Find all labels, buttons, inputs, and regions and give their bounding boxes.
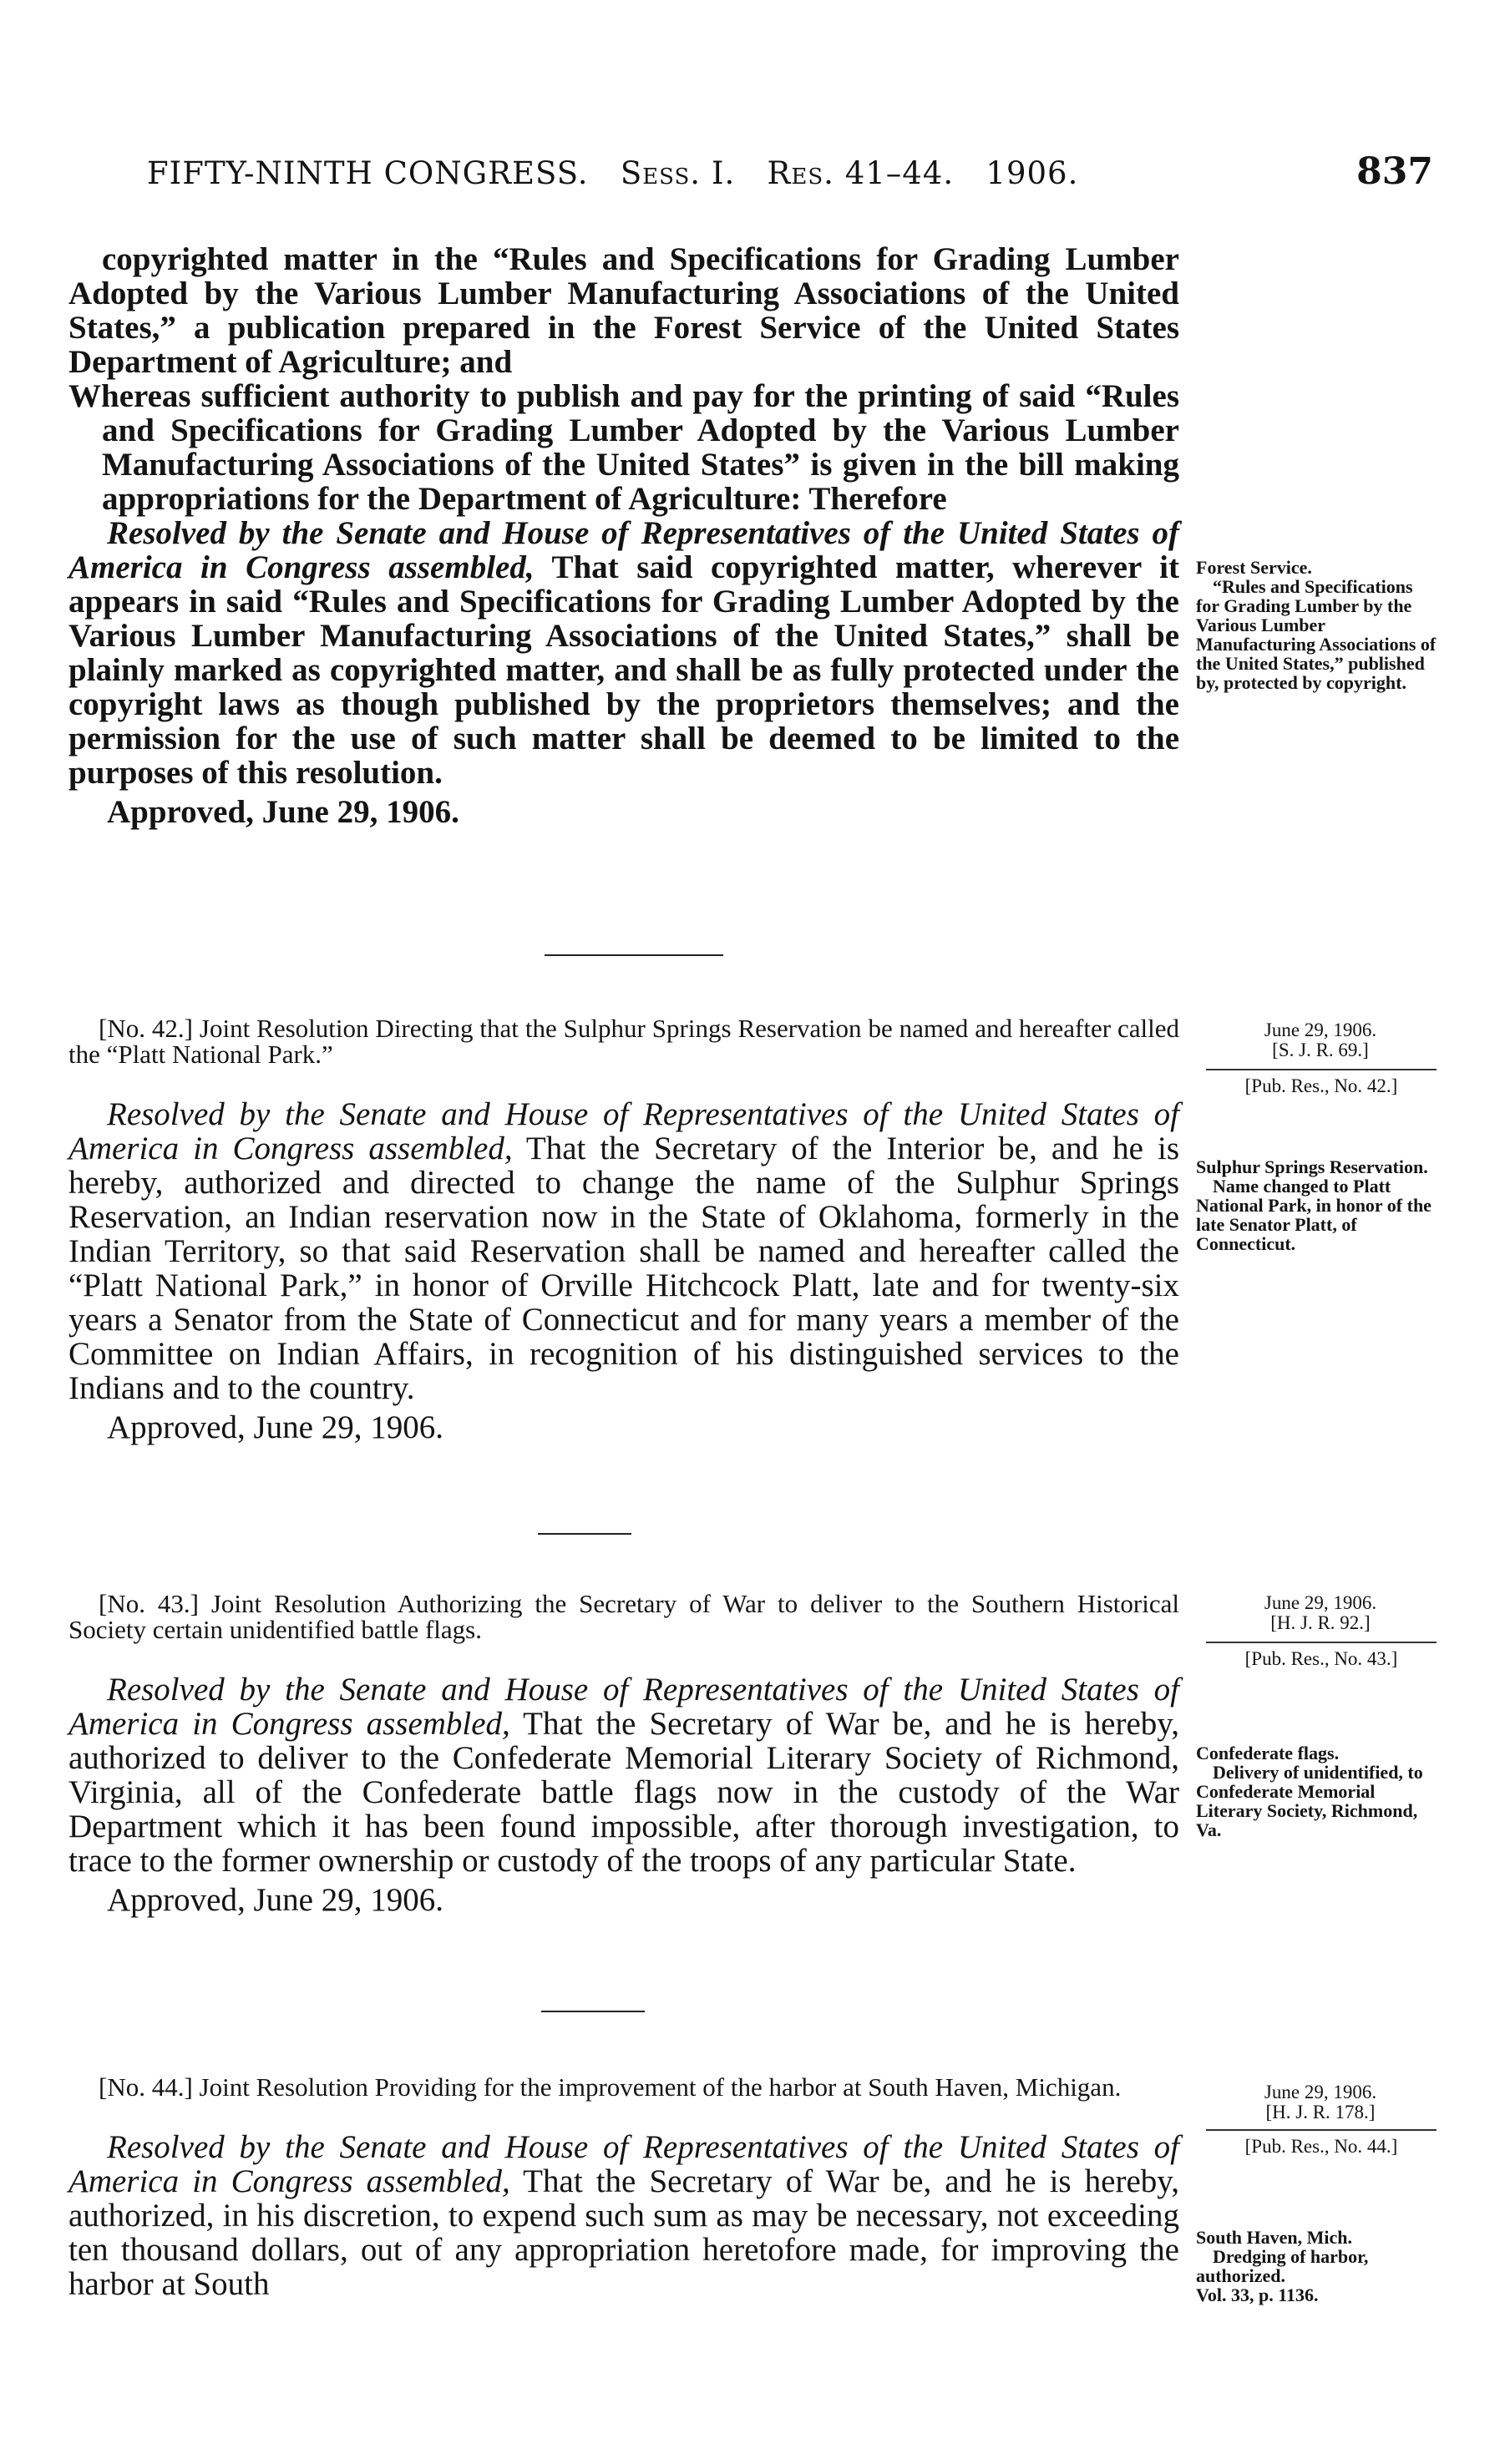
res41-resolved-body: That said copyrighted matter, wherever it appears in said “Rules and Specifications for Grading Lumber Adopted by the Various Lumber Manufacturing Associations of the United States,” shall be plainly marked as copyrighted matter, and shall be as fully protected under the copyright laws as though published by the proprietors themselves; and the permission for the use of such matter shall be deemed to be limited to the purposes of this resolution. bbox=[68, 549, 1179, 791]
res43-date-box bbox=[1208, 1593, 1433, 1633]
section-divider bbox=[545, 954, 723, 956]
res43-title: Joint Resolution Authorizing the Secretary of War to deliver to the Southern Historical Society certain unidentified battle flags. bbox=[68, 1589, 1179, 1644]
res42-text bbox=[68, 1015, 1179, 1445]
page-number: 837 bbox=[1356, 150, 1433, 193]
res42-resolved bbox=[68, 1097, 1179, 1405]
res43-approved: Approved, June 29, 1906. bbox=[107, 1882, 443, 1918]
res42-date-box bbox=[1208, 1020, 1433, 1060]
res44-title-line bbox=[68, 2074, 1179, 2100]
res43-margin-title: Confederate flags. bbox=[1196, 1743, 1340, 1763]
res43-resolved bbox=[68, 1672, 1179, 1878]
res42-date: June 29, 1906. bbox=[1264, 1019, 1377, 1040]
header-congress: FIFTY-NINTH CONGRESS. bbox=[147, 155, 589, 191]
section-divider bbox=[538, 1533, 631, 1535]
res43-margin-note bbox=[1196, 1743, 1438, 1839]
res41-continuation: copyrighted matter in the “Rules and Specifications for Grading Lumber Adopted by the Various Lumber Manufacturing Associations of the United States,” a publication prepared in the Forest Service of the United States Department of Agriculture; and bbox=[68, 241, 1179, 380]
res44-margin-text: Dredging of harbor, authorized. bbox=[1196, 2246, 1369, 2286]
res44-number: [No. 44.] bbox=[99, 2072, 193, 2102]
res42-resolved-clause: Resolved by the Senate and House of Representatives of the United States of America in Congress assembled, bbox=[68, 1096, 1179, 1166]
res42-bill: [S. J. R. 69.] bbox=[1272, 1040, 1369, 1060]
res44-resolved-body: That the Secretary of War be, and he is hereby, authorized, in his discretion, to expend such sum as may be necessary, not exceeding ten thousand dollars, out of any appropriation heretofore made, for improving the harbor at South bbox=[68, 2163, 1179, 2302]
res42-pub-res: [Pub. Res., No. 42.] bbox=[1206, 1069, 1437, 1097]
section-divider bbox=[541, 2011, 645, 2012]
res43-margin-text: Delivery of unidentified, to Confederate Memorial Literary Society, Richmond, Va. bbox=[1196, 1762, 1423, 1840]
res41-margin-note bbox=[1196, 558, 1438, 692]
res41-margin-title: Forest Service. bbox=[1196, 557, 1312, 578]
res43-text bbox=[68, 1591, 1179, 1917]
res42-approved: Approved, June 29, 1906. bbox=[107, 1409, 443, 1445]
res41-resolved bbox=[68, 516, 1179, 790]
res43-resolved-body: That the Secretary of War be, and he is hereby, authorized to deliver to the Confederate Memorial Literary Society of Richmond, Virginia, all of the Confederate battle flags now in the custody of the War Department which it has been found impossible, after thorough investigation, to trace to the former ownership or custody of the troops of any particular State. bbox=[68, 1706, 1179, 1879]
res41-margin-text: “Rules and Specifications for Grading Lumber by the Various Lumber Manufacturing Associations of the United States,” published by, protected by copyright. bbox=[1196, 576, 1437, 693]
res42-title: Joint Resolution Directing that the Sulphur Springs Reservation be named and hereafter called the “Platt National Park.” bbox=[68, 1014, 1179, 1069]
res42-number: [No. 42.] bbox=[99, 1014, 193, 1043]
running-header bbox=[147, 150, 1433, 214]
res44-resolved-clause: Resolved by the Senate and House of Representatives of the United States of America in Congress assembled, bbox=[68, 2129, 1179, 2199]
res44-title: Joint Resolution Providing for the improvement of the harbor at South Haven, Michigan. bbox=[192, 2072, 1122, 2102]
res43-number: [No. 43.] bbox=[99, 1589, 199, 1618]
res42-margin-note bbox=[1196, 1157, 1438, 1253]
header-session: Sess. I. bbox=[620, 155, 736, 191]
res42-margin-title: Sulphur Springs Reservation. bbox=[1196, 1156, 1428, 1177]
res42-margin-text: Name changed to Platt National Park, in honor of the late Senator Platt, of Connecticut. bbox=[1196, 1176, 1432, 1254]
res41-whereas: Whereas sufficient authority to publish and pay for the printing of said “Rules and Specifications for Grading Lumber Adopted by the Various Lumber Manufacturing Associations of the United States” is given in the bill making appropriations for the Department of Agriculture: Therefore bbox=[68, 378, 1179, 517]
res44-margin-note bbox=[1196, 2228, 1438, 2305]
res43-resolved-clause: Resolved by the Senate and House of Representatives of the United States of America in Congress assembled, bbox=[68, 1672, 1179, 1742]
res42-resolved-body: That the Secretary of the Interior be, and he is hereby, authorized and directed to change the name of the Sulphur Springs Reservation, an Indian reservation now in the State of Oklahoma, formerly in the Indian Territory, so that said Reservation shall be named and hereafter called the “Platt National Park,” in honor of Orville Hitchcock Platt, late and for twenty-six years a Senator from the State of Connecticut and for many years a member of the Committee on Indian Affairs, in recognition of his distinguished services to the Indians and to the country. bbox=[68, 1131, 1179, 1406]
res44-date: June 29, 1906. bbox=[1264, 2082, 1377, 2102]
res41-resolved-clause: Resolved by the Senate and House of Representatives of the United States of America in Congress assembled, bbox=[68, 515, 1179, 585]
header-year: 1906. bbox=[986, 155, 1079, 191]
res43-pub-res: [Pub. Res., No. 43.] bbox=[1206, 1642, 1437, 1670]
header-citation bbox=[147, 155, 1078, 191]
res44-text bbox=[68, 2074, 1179, 2301]
header-resolutions: Res. 41–44. bbox=[767, 155, 955, 191]
res43-date: June 29, 1906. bbox=[1264, 1592, 1377, 1613]
res41-approved: Approved, June 29, 1906. bbox=[107, 794, 459, 830]
res42-title-line bbox=[68, 1015, 1179, 1067]
res44-pub-res: [Pub. Res., No. 44.] bbox=[1206, 2129, 1437, 2158]
res44-margin-title: South Haven, Mich. bbox=[1196, 2227, 1353, 2248]
res44-resolved bbox=[68, 2130, 1179, 2301]
res44-date-box bbox=[1208, 2082, 1433, 2122]
res44-bill: [H. J. R. 178.] bbox=[1265, 2102, 1376, 2122]
res44-margin-ref: Vol. 33, p. 1136. bbox=[1196, 2284, 1319, 2305]
res43-bill: [H. J. R. 92.] bbox=[1270, 1612, 1371, 1633]
res41-text bbox=[68, 242, 1179, 829]
res43-title-line bbox=[68, 1591, 1179, 1642]
